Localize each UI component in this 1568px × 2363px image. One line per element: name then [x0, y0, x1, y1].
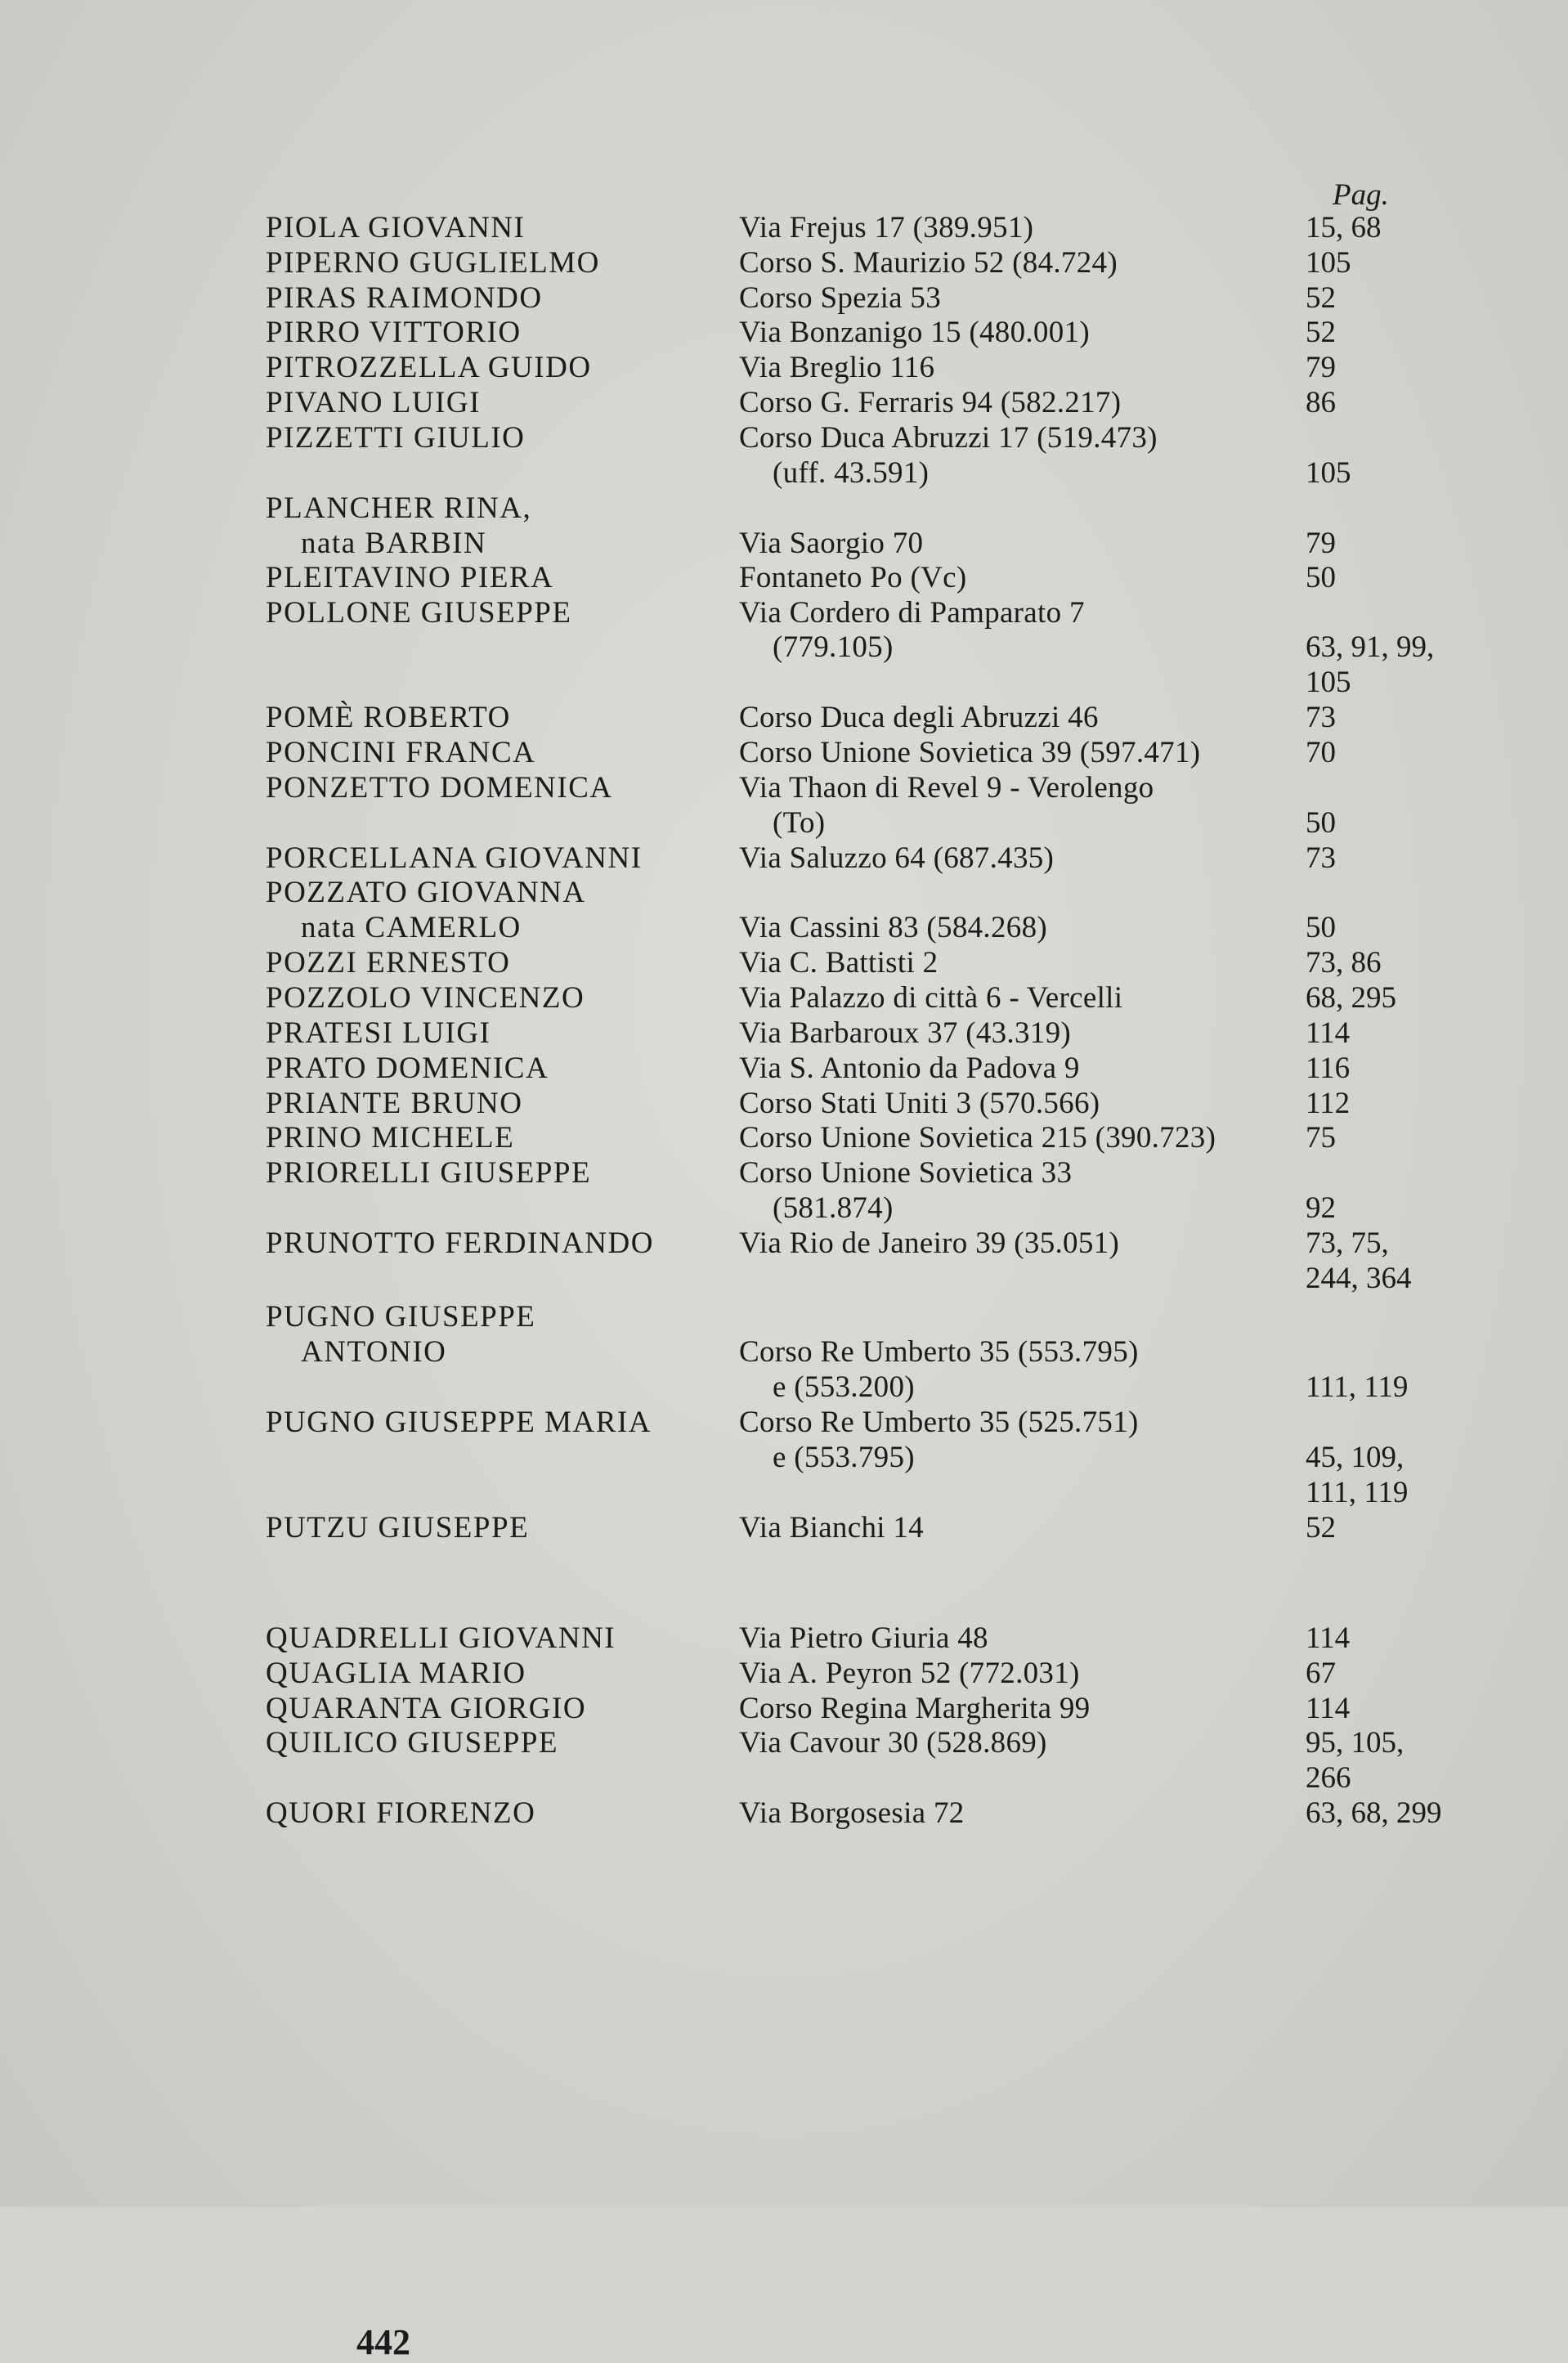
entry-pages: 116: [1306, 1051, 1351, 1085]
entry-address: (779.105): [773, 630, 894, 664]
entry-address: Via Saluzzo 64 (687.435): [739, 841, 1055, 875]
entry-address: Corso Re Umberto 35 (553.795): [739, 1335, 1139, 1369]
entry-name: POZZOLO VINCENZO: [266, 981, 585, 1015]
entry-address: Via Cavour 30 (528.869): [739, 1726, 1047, 1760]
entry-address: (581.874): [773, 1191, 894, 1225]
entry-address: Corso G. Ferraris 94 (582.217): [739, 386, 1122, 419]
entry-pages: 105: [1306, 666, 1351, 699]
entry-pages: 52: [1306, 281, 1336, 315]
entry-address: Via Pietro Giuria 48: [739, 1621, 988, 1655]
entry-name: QUORI FIORENZO: [266, 1796, 536, 1830]
entry-name: QUAGLIA MARIO: [266, 1657, 526, 1690]
entry-pages: 114: [1306, 1621, 1351, 1655]
entry-pages: 111, 119: [1306, 1476, 1409, 1509]
entry-pages: 70: [1306, 736, 1336, 769]
entry-pages: 75: [1306, 1121, 1336, 1155]
entry-name: POZZI ERNESTO: [266, 946, 511, 980]
entry-name: PUGNO GIUSEPPE MARIA: [266, 1406, 652, 1439]
entry-address: Corso S. Maurizio 52 (84.724): [739, 246, 1118, 280]
entry-address: e (553.200): [773, 1370, 915, 1404]
entry-pages: 244, 364: [1306, 1262, 1412, 1295]
entry-address: Via S. Antonio da Padova 9: [739, 1051, 1080, 1085]
entry-pages: 95, 105,: [1306, 1726, 1404, 1760]
entry-pages: 73, 75,: [1306, 1226, 1389, 1260]
entry-address: Via Cassini 83 (584.268): [739, 911, 1048, 944]
entry-name: PUGNO GIUSEPPE: [266, 1300, 536, 1334]
entry-name: PLEITAVINO PIERA: [266, 561, 554, 594]
entry-pages: 105: [1306, 456, 1351, 490]
entry-name: PORCELLANA GIOVANNI: [266, 841, 643, 875]
entry-name: PRATESI LUIGI: [266, 1016, 491, 1050]
entry-address: Corso Re Umberto 35 (525.751): [739, 1406, 1139, 1439]
entry-pages: 105: [1306, 246, 1351, 280]
entry-pages: 45, 109,: [1306, 1441, 1404, 1474]
entry-pages: 86: [1306, 386, 1336, 419]
entry-address: Via Frejus 17 (389.951): [739, 211, 1034, 244]
entry-name: QUILICO GIUSEPPE: [266, 1726, 559, 1760]
entry-name: PIZZETTI GIULIO: [266, 421, 526, 455]
entry-address: Via Cordero di Pamparato 7: [739, 596, 1085, 630]
entry-name: PONZETTO DOMENICA: [266, 771, 613, 805]
entry-name: PRIANTE BRUNO: [266, 1087, 523, 1120]
entry-pages: 50: [1306, 806, 1336, 840]
entry-address: Via A. Peyron 52 (772.031): [739, 1657, 1080, 1690]
entry-address: Via Thaon di Revel 9 - Verolengo: [739, 771, 1154, 805]
entry-name: PRINO MICHELE: [266, 1121, 515, 1155]
entry-name: POMÈ ROBERTO: [266, 701, 511, 734]
entry-pages: 111, 119: [1306, 1370, 1409, 1404]
index-entry: [0, 1796, 1568, 1844]
entry-name: QUARANTA GIORGIO: [266, 1692, 587, 1725]
entry-address: Via Rio de Janeiro 39 (35.051): [739, 1226, 1120, 1260]
entry-name: POLLONE GIUSEPPE: [266, 596, 572, 630]
entry-address: Via Barbaroux 37 (43.319): [739, 1016, 1072, 1050]
entry-pages: 52: [1306, 1511, 1336, 1545]
entry-address: Corso Spezia 53: [739, 281, 942, 315]
entry-address: Via C. Battisti 2: [739, 946, 939, 980]
entry-pages: 73: [1306, 841, 1336, 875]
entry-address: Fontaneto Po (Vc): [739, 561, 967, 594]
entry-pages: 266: [1306, 1761, 1351, 1795]
entry-pages: 114: [1306, 1692, 1351, 1725]
entry-name: nata CAMERLO: [301, 911, 522, 944]
entry-name: PRIORELLI GIUSEPPE: [266, 1156, 592, 1190]
entry-pages: 112: [1306, 1087, 1351, 1120]
entry-pages: 52: [1306, 316, 1336, 349]
entry-name: PIVANO LUIGI: [266, 386, 481, 419]
entry-address: Corso Duca degli Abruzzi 46: [739, 701, 1099, 734]
index-entry: [0, 1511, 1568, 1558]
entry-name: POZZATO GIOVANNA: [266, 876, 586, 909]
entry-address: Via Bonzanigo 15 (480.001): [739, 316, 1090, 349]
entry-address: Via Borgosesia 72: [739, 1796, 965, 1830]
entry-pages: 68, 295: [1306, 981, 1396, 1015]
entry-pages: 79: [1306, 351, 1336, 384]
entry-pages: 63, 91, 99,: [1306, 630, 1435, 664]
entry-address: Via Bianchi 14: [739, 1511, 924, 1545]
entry-pages: 63, 68, 299: [1306, 1796, 1442, 1830]
entry-name: ANTONIO: [301, 1335, 447, 1369]
entry-address: Via Breglio 116: [739, 351, 935, 384]
entry-name: QUADRELLI GIOVANNI: [266, 1621, 616, 1655]
entry-pages: 50: [1306, 911, 1336, 944]
page-number: 442: [356, 2322, 410, 2362]
entry-name: PRATO DOMENICA: [266, 1051, 549, 1085]
entry-address: Corso Unione Sovietica 33: [739, 1156, 1073, 1190]
entry-name: PIPERNO GUGLIELMO: [266, 246, 600, 280]
entry-pages: 50: [1306, 561, 1336, 594]
entry-address: Corso Stati Uniti 3 (570.566): [739, 1087, 1100, 1120]
entry-address: Corso Duca Abruzzi 17 (519.473): [739, 421, 1158, 455]
entry-address: Corso Unione Sovietica 39 (597.471): [739, 736, 1201, 769]
entry-pages: 73, 86: [1306, 946, 1382, 980]
entry-name: PIRAS RAIMONDO: [266, 281, 543, 315]
entry-name: PRUNOTTO FERDINANDO: [266, 1226, 654, 1260]
entry-pages: 67: [1306, 1657, 1336, 1690]
entry-address: (To): [773, 806, 826, 840]
entry-name: nata BARBIN: [301, 527, 487, 560]
entry-name: PIOLA GIOVANNI: [266, 211, 526, 244]
entry-name: PUTZU GIUSEPPE: [266, 1511, 530, 1545]
entry-address: Via Palazzo di città 6 - Vercelli: [739, 981, 1123, 1015]
entry-address: e (553.795): [773, 1441, 915, 1474]
entry-name: PLANCHER RINA,: [266, 491, 532, 525]
entry-pages: 92: [1306, 1191, 1336, 1225]
entry-address: Corso Unione Sovietica 215 (390.723): [739, 1121, 1216, 1155]
entry-pages: 15, 68: [1306, 211, 1382, 244]
entry-address: Via Saorgio 70: [739, 527, 924, 560]
entry-pages: 114: [1306, 1016, 1351, 1050]
entry-name: PONCINI FRANCA: [266, 736, 536, 769]
entry-pages: 79: [1306, 527, 1336, 560]
page-column-header: Pag.: [1333, 178, 1389, 212]
entry-address: Corso Regina Margherita 99: [739, 1692, 1091, 1725]
entry-name: PITROZZELLA GUIDO: [266, 351, 592, 384]
entry-address: (uff. 43.591): [773, 456, 930, 490]
entry-name: PIRRO VITTORIO: [266, 316, 522, 349]
entry-pages: 73: [1306, 701, 1336, 734]
